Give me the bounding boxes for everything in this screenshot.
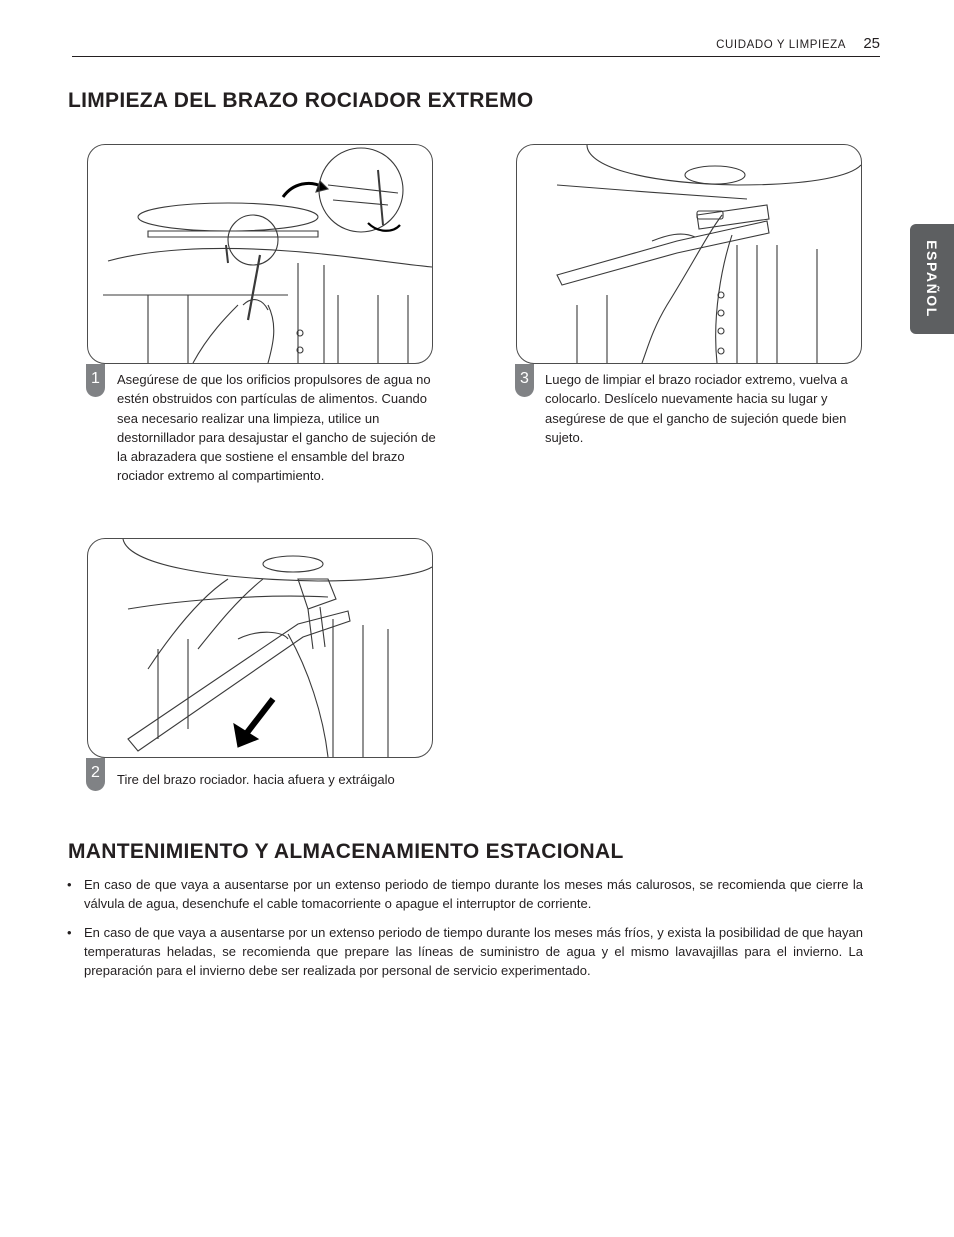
step-1-instructions: Asegúrese de que los orificios propulsores de agua no estén obstruidos con partículas de alimentos. Cuando sea necesario realizar una limpieza, utilice un destornillador para desajustar el gancho de sujeción de la abrazadera que sostiene el ensamble del brazo rociador extremo al compartimiento.	[117, 372, 436, 484]
running-header	[72, 36, 880, 57]
section-title-spray-arm-cleaning: LIMPIEZA DEL BRAZO ROCIADOR EXTREMO	[68, 89, 534, 112]
list-item	[66, 923, 863, 981]
illustration-reinstall-spray-arm	[517, 145, 861, 363]
step-number-3: 3	[515, 364, 534, 397]
figure-step-3	[516, 144, 862, 364]
page-number: 25	[863, 35, 880, 52]
bullet-text: En caso de que vaya a ausentarse por un extenso periodo de tiempo durante los meses más fríos, y exista la posibilidad de que hayan temperaturas heladas, se recomienda que prepare las líneas de suministro de agua y el mismo lavavajillas para el invierno. La preparación para el invierno debe ser realizada por personal de servicio experimentado.	[84, 924, 863, 979]
illustration-screwdriver-clamp	[88, 145, 432, 363]
section-title-seasonal-maintenance: MANTENIMIENTO Y ALMACENAMIENTO ESTACIONAL	[68, 840, 624, 863]
language-tab-label: ESPAÑOL	[924, 240, 940, 318]
header-section-label: CUIDADO Y LIMPIEZA	[716, 39, 846, 51]
step-3-instructions: Luego de limpiar el brazo rociador extremo, vuelva a colocarlo. Deslícelo nuevamente hacia su lugar y asegúrese de que el gancho de sujeción quede bien sujeto.	[545, 372, 848, 445]
figure-step-1	[87, 144, 433, 364]
step-number-1: 1	[86, 364, 105, 397]
bullet-text: En caso de que vaya a ausentarse por un extenso periodo de tiempo durante los meses más calurosos, se recomienda que cierre la válvula de agua, desenchufe el cable tomacorriente o apague el interruptor de corriente.	[84, 877, 863, 912]
maintenance-bullet-list	[66, 875, 863, 989]
bullet-marker: •	[67, 924, 72, 940]
list-item	[66, 875, 863, 914]
language-tab	[910, 224, 954, 334]
bullet-marker: •	[67, 877, 72, 892]
step-number-2: 2	[86, 758, 105, 791]
step-2-instructions: Tire del brazo rociador. hacia afuera y extráigalo	[117, 772, 395, 787]
figure-step-2	[87, 538, 433, 758]
illustration-pull-spray-arm	[88, 539, 432, 757]
